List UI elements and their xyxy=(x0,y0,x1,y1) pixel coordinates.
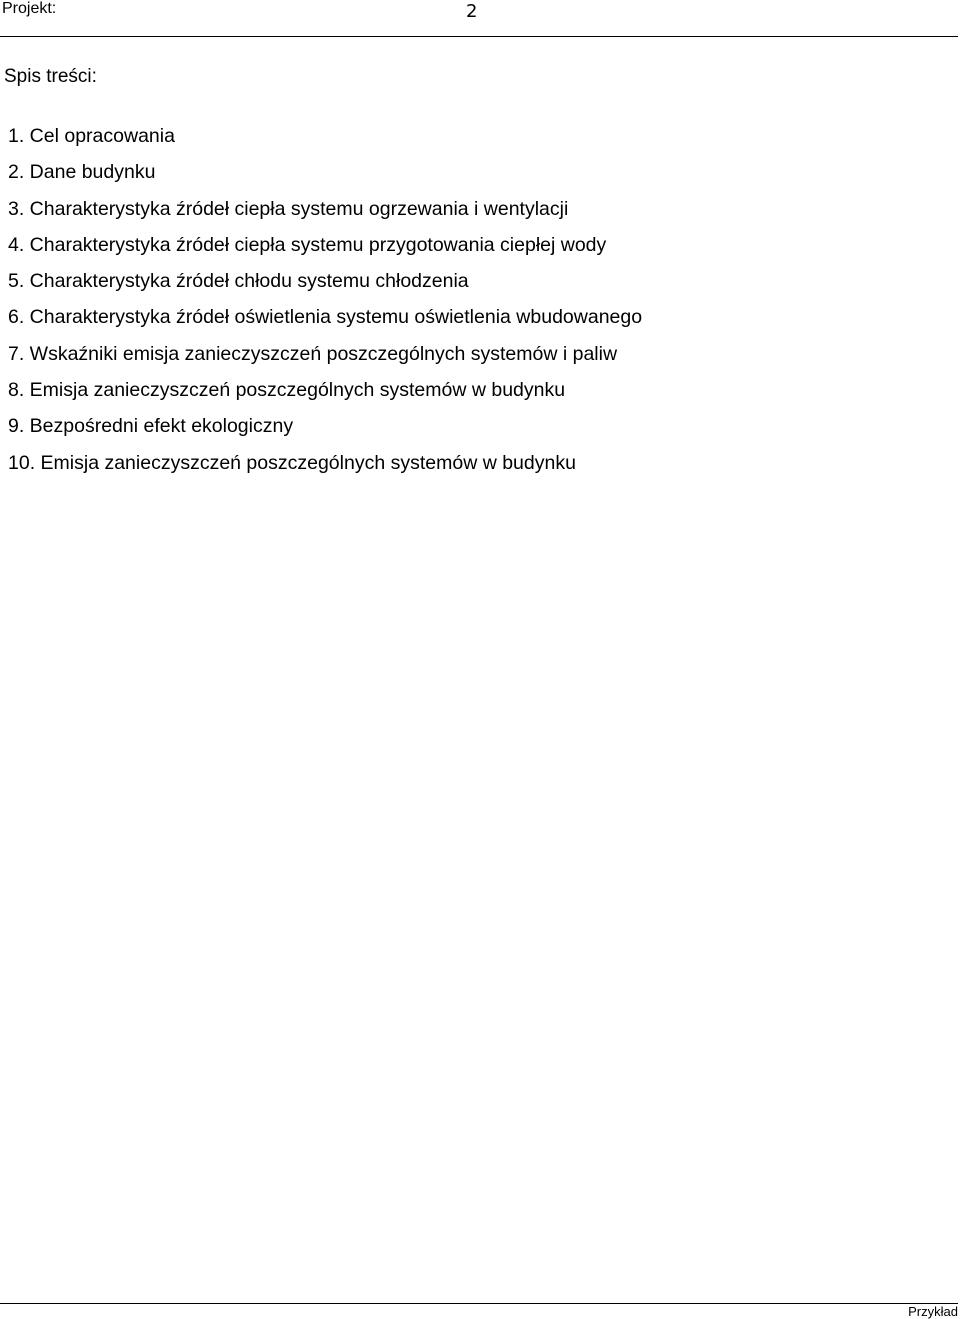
toc-title: Spis treści: xyxy=(4,66,97,87)
header-divider xyxy=(0,36,958,37)
footer-divider xyxy=(0,1303,958,1304)
page-number: 2 xyxy=(466,1,478,22)
toc-item: 6. Charakterystyka źródeł oświetlenia systemu oświetlenia wbudowanego xyxy=(8,306,643,329)
toc-item: 2. Dane budynku xyxy=(8,161,156,184)
toc-item: 10. Emisja zanieczyszczeń poszczególnych systemów w budynku xyxy=(8,451,576,474)
toc-list xyxy=(8,118,642,481)
toc-item: 8. Emisja zanieczyszczeń poszczególnych systemów w budynku xyxy=(8,379,566,402)
toc-item: 1. Cel opracowania xyxy=(8,125,175,147)
toc-item: 9. Bezpośredni efekt ekologiczny xyxy=(8,415,294,438)
toc-item: 4. Charakterystyka źródeł ciepła systemu przygotowania ciepłej wody xyxy=(8,233,607,256)
toc-item: 3. Charakterystyka źródeł ciepła systemu ogrzewania i wentylacji xyxy=(8,197,569,220)
toc-item: 5. Charakterystyka źródeł chłodu systemu chłodzenia xyxy=(8,270,469,293)
project-label: Projekt: xyxy=(2,0,57,17)
footer-label: Przykład xyxy=(908,1304,958,1319)
toc-item: 7. Wskaźniki emisja zanieczyszczeń poszczególnych systemów i paliw xyxy=(8,342,618,365)
